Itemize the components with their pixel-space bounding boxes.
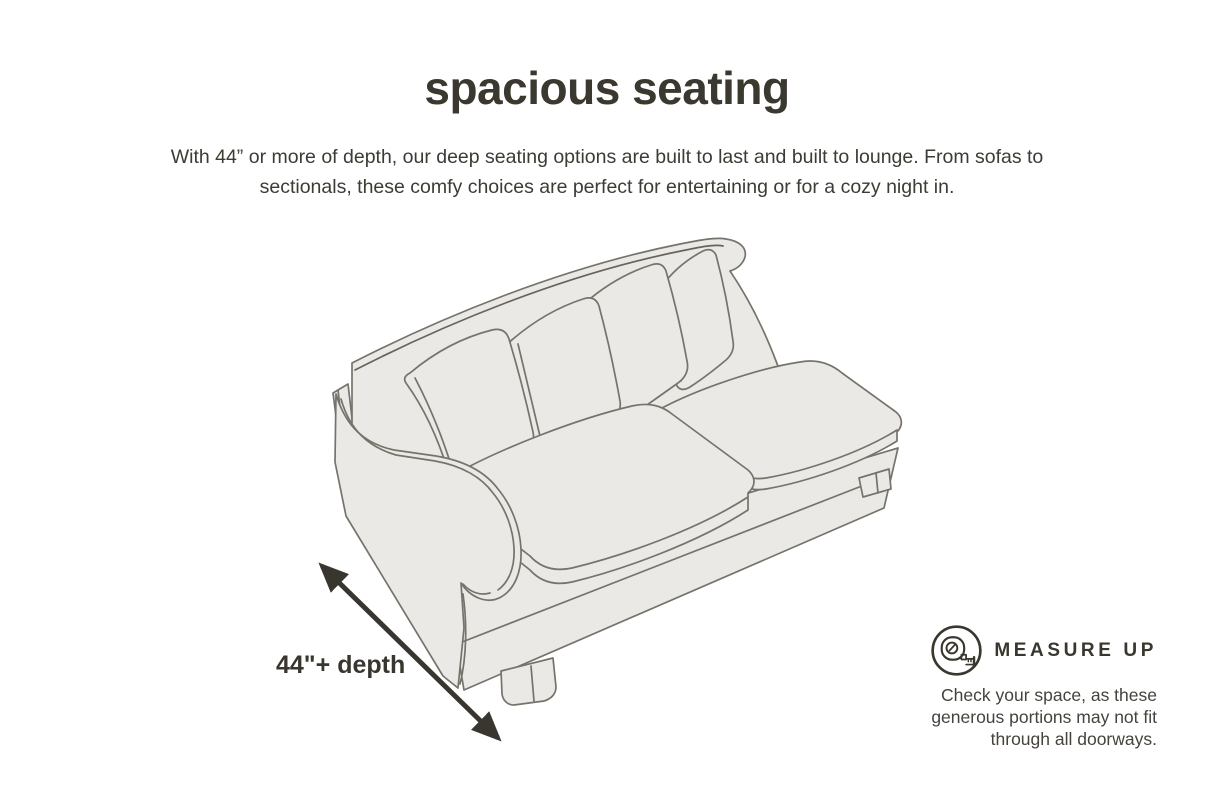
measure-up-section [867, 624, 1157, 750]
measure-up-note [895, 684, 1157, 750]
page-description: With 44” or more of depth, our deep seating options are built to last and built to lounge. From sofas to sectionals, these comfy choices are perfect for entertaining or for a cozy night in. [170, 146, 1044, 198]
tape-measure-icon [930, 624, 983, 677]
sofa-illustration [300, 210, 960, 770]
measure-up-heading: MEASURE UP [994, 639, 1157, 661]
measure-up-note-line: generous portions may not fit [931, 707, 1157, 727]
measure-up-note-line: Check your space, as these [941, 685, 1157, 705]
depth-dimension-label: 44"+ depth [276, 651, 406, 679]
measure-up-note-line: through all doorways. [990, 729, 1157, 749]
page-title: spacious seating [424, 62, 790, 114]
